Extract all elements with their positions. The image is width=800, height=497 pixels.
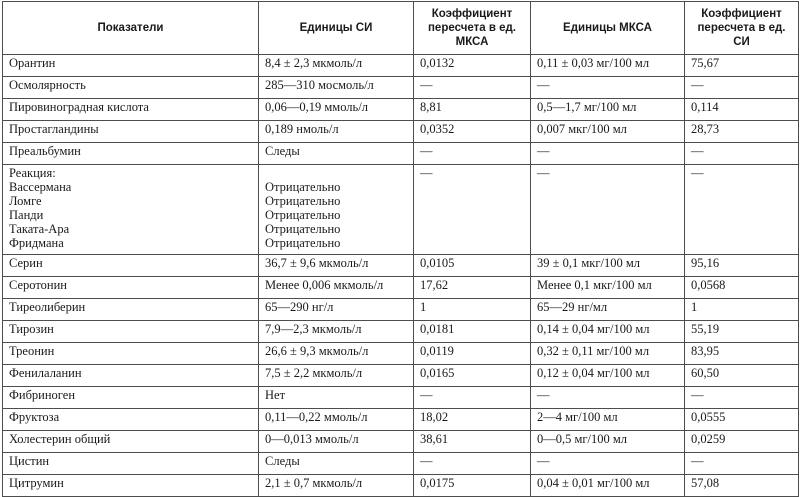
reaction-heading: Реакция: — [9, 166, 56, 180]
cell-coef-si: 0,114 — [685, 99, 799, 121]
cell-mksa-value: 0,11 ± 0,03 мг/100 мл — [531, 55, 685, 77]
cell-mksa-value: — — [531, 387, 685, 409]
cell-coef-si: — — [685, 165, 799, 255]
cell-indicator: Пировиноградная кислота — [3, 99, 259, 121]
cell-indicator: Серотонин — [3, 277, 259, 299]
cell-coef-mksa: — — [414, 165, 531, 255]
cell-coef-mksa: — — [414, 387, 531, 409]
cell-coef-si: — — [685, 143, 799, 165]
cell-indicator: Серин — [3, 255, 259, 277]
cell-coef-mksa: 0,0181 — [414, 321, 531, 343]
cell-mksa-value: — — [531, 165, 685, 255]
reaction-result: Отрицательно — [265, 222, 341, 236]
cell-coef-si: 0,0259 — [685, 431, 799, 453]
cell-si-value: 65—290 нг/л — [259, 299, 414, 321]
table-row — [3, 277, 799, 299]
header-indicator: Показатели — [3, 2, 259, 55]
cell-indicator: Холестерин общий — [3, 431, 259, 453]
cell-coef-mksa: 18,02 — [414, 409, 531, 431]
cell-indicator: Фенилаланин — [3, 365, 259, 387]
cell-indicator-reactions — [3, 165, 259, 255]
cell-si-value: Следы — [259, 143, 414, 165]
cell-indicator: Цистин — [3, 453, 259, 475]
cell-coef-si: 83,95 — [685, 343, 799, 365]
cell-mksa-value: 0,12 ± 0,04 мг/100 мл — [531, 365, 685, 387]
table-row — [3, 321, 799, 343]
cell-si-value: 0,06—0,19 ммоль/л — [259, 99, 414, 121]
cell-coef-si: 1 — [685, 299, 799, 321]
cell-indicator: Преальбумин — [3, 143, 259, 165]
table-row — [3, 121, 799, 143]
table-row — [3, 343, 799, 365]
reference-table — [2, 1, 799, 497]
cell-coef-si: 28,73 — [685, 121, 799, 143]
table-row — [3, 431, 799, 453]
cell-mksa-value: 65—29 нг/мл — [531, 299, 685, 321]
cell-mksa-value: 0—0,5 мг/100 мл — [531, 431, 685, 453]
cell-si-value: 7,5 ± 2,2 мкмоль/л — [259, 365, 414, 387]
cell-si-value: 0,11—0,22 ммоль/л — [259, 409, 414, 431]
cell-indicator: Орантин — [3, 55, 259, 77]
table-row — [3, 299, 799, 321]
cell-coef-si: — — [685, 77, 799, 99]
table-row — [3, 409, 799, 431]
cell-si-value: Нет — [259, 387, 414, 409]
cell-mksa-value: — — [531, 77, 685, 99]
cell-coef-si: 95,16 — [685, 255, 799, 277]
cell-indicator: Треонин — [3, 343, 259, 365]
cell-coef-mksa: 0,0119 — [414, 343, 531, 365]
cell-indicator: Тирозин — [3, 321, 259, 343]
cell-coef-si: — — [685, 387, 799, 409]
cell-si-value: 26,6 ± 9,3 мкмоль/л — [259, 343, 414, 365]
cell-coef-mksa: 38,61 — [414, 431, 531, 453]
cell-mksa-value: — — [531, 453, 685, 475]
table-row — [3, 365, 799, 387]
cell-si-value: Менее 0,006 мкмоль/л — [259, 277, 414, 299]
cell-mksa-value: 0,14 ± 0,04 мг/100 мл — [531, 321, 685, 343]
cell-indicator: Цитрумин — [3, 475, 259, 497]
cell-coef-mksa: 17,62 — [414, 277, 531, 299]
cell-mksa-value: Менее 0,1 мкг/100 мл — [531, 277, 685, 299]
header-coef-to-si: Коэффициент пересчета в ед. СИ — [685, 2, 799, 55]
cell-mksa-value: 39 ± 0,1 мкг/100 мл — [531, 255, 685, 277]
cell-si-value: 0—0,013 ммоль/л — [259, 431, 414, 453]
cell-mksa-value: 0,04 ± 0,01 мг/100 мл — [531, 475, 685, 497]
cell-coef-mksa: 0,0165 — [414, 365, 531, 387]
cell-mksa-value: 0,5—1,7 мг/100 мл — [531, 99, 685, 121]
cell-coef-mksa: 8,81 — [414, 99, 531, 121]
cell-coef-si: 0,0555 — [685, 409, 799, 431]
cell-si-value-reactions — [259, 165, 414, 255]
cell-coef-si: 55,19 — [685, 321, 799, 343]
cell-indicator: Тиреолиберин — [3, 299, 259, 321]
reaction-name: Фридмана — [9, 236, 64, 250]
cell-indicator: Фруктоза — [3, 409, 259, 431]
table-row — [3, 77, 799, 99]
cell-mksa-value: 0,32 ± 0,11 мг/100 мл — [531, 343, 685, 365]
cell-indicator: Осмолярность — [3, 77, 259, 99]
cell-mksa-value: — — [531, 143, 685, 165]
cell-coef-mksa: 0,0175 — [414, 475, 531, 497]
header-si-units: Единицы СИ — [259, 2, 414, 55]
cell-coef-mksa: 1 — [414, 299, 531, 321]
cell-si-value: 285—310 мосмоль/л — [259, 77, 414, 99]
cell-si-value: 0,189 нмоль/л — [259, 121, 414, 143]
reaction-result: Отрицательно — [265, 180, 341, 194]
table-row — [3, 387, 799, 409]
cell-coef-mksa: — — [414, 143, 531, 165]
reaction-name: Вассермана — [9, 180, 72, 194]
cell-coef-si: — — [685, 453, 799, 475]
cell-mksa-value: 2—4 мг/100 мл — [531, 409, 685, 431]
cell-si-value: 7,9—2,3 мкмоль/л — [259, 321, 414, 343]
table-row — [3, 55, 799, 77]
reaction-name: Таката-Ара — [9, 222, 70, 236]
cell-coef-mksa: 0,0105 — [414, 255, 531, 277]
table-row — [3, 99, 799, 121]
cell-coef-si: 0,0568 — [685, 277, 799, 299]
reaction-result: Отрицательно — [265, 208, 341, 222]
cell-mksa-value: 0,007 мкг/100 мл — [531, 121, 685, 143]
table-row — [3, 475, 799, 497]
header-mksa-units: Единицы МКСА — [531, 2, 685, 55]
header-coef-to-mksa: Коэффициент пересчета в ед. МКСА — [414, 2, 531, 55]
cell-si-value: 8,4 ± 2,3 мкмоль/л — [259, 55, 414, 77]
cell-indicator: Фибриноген — [3, 387, 259, 409]
cell-si-value: Следы — [259, 453, 414, 475]
cell-coef-mksa: 0,0352 — [414, 121, 531, 143]
reaction-name: Панди — [9, 208, 44, 222]
reaction-name: Ломге — [9, 194, 42, 208]
header-row — [3, 2, 799, 55]
cell-coef-si: 57,08 — [685, 475, 799, 497]
cell-coef-mksa: — — [414, 453, 531, 475]
cell-si-value: 36,7 ± 9,6 мкмоль/л — [259, 255, 414, 277]
cell-si-value: 2,1 ± 0,7 мкмоль/л — [259, 475, 414, 497]
cell-coef-si: 60,50 — [685, 365, 799, 387]
cell-coef-si: 75,67 — [685, 55, 799, 77]
cell-coef-mksa: — — [414, 77, 531, 99]
reaction-result: Отрицательно — [265, 194, 341, 208]
cell-indicator: Простагландины — [3, 121, 259, 143]
table-row — [3, 255, 799, 277]
table-row-reactions — [3, 165, 799, 255]
reaction-result: Отрицательно — [265, 236, 341, 250]
table-row — [3, 143, 799, 165]
reaction-spacer — [265, 166, 407, 180]
cell-coef-mksa: 0,0132 — [414, 55, 531, 77]
